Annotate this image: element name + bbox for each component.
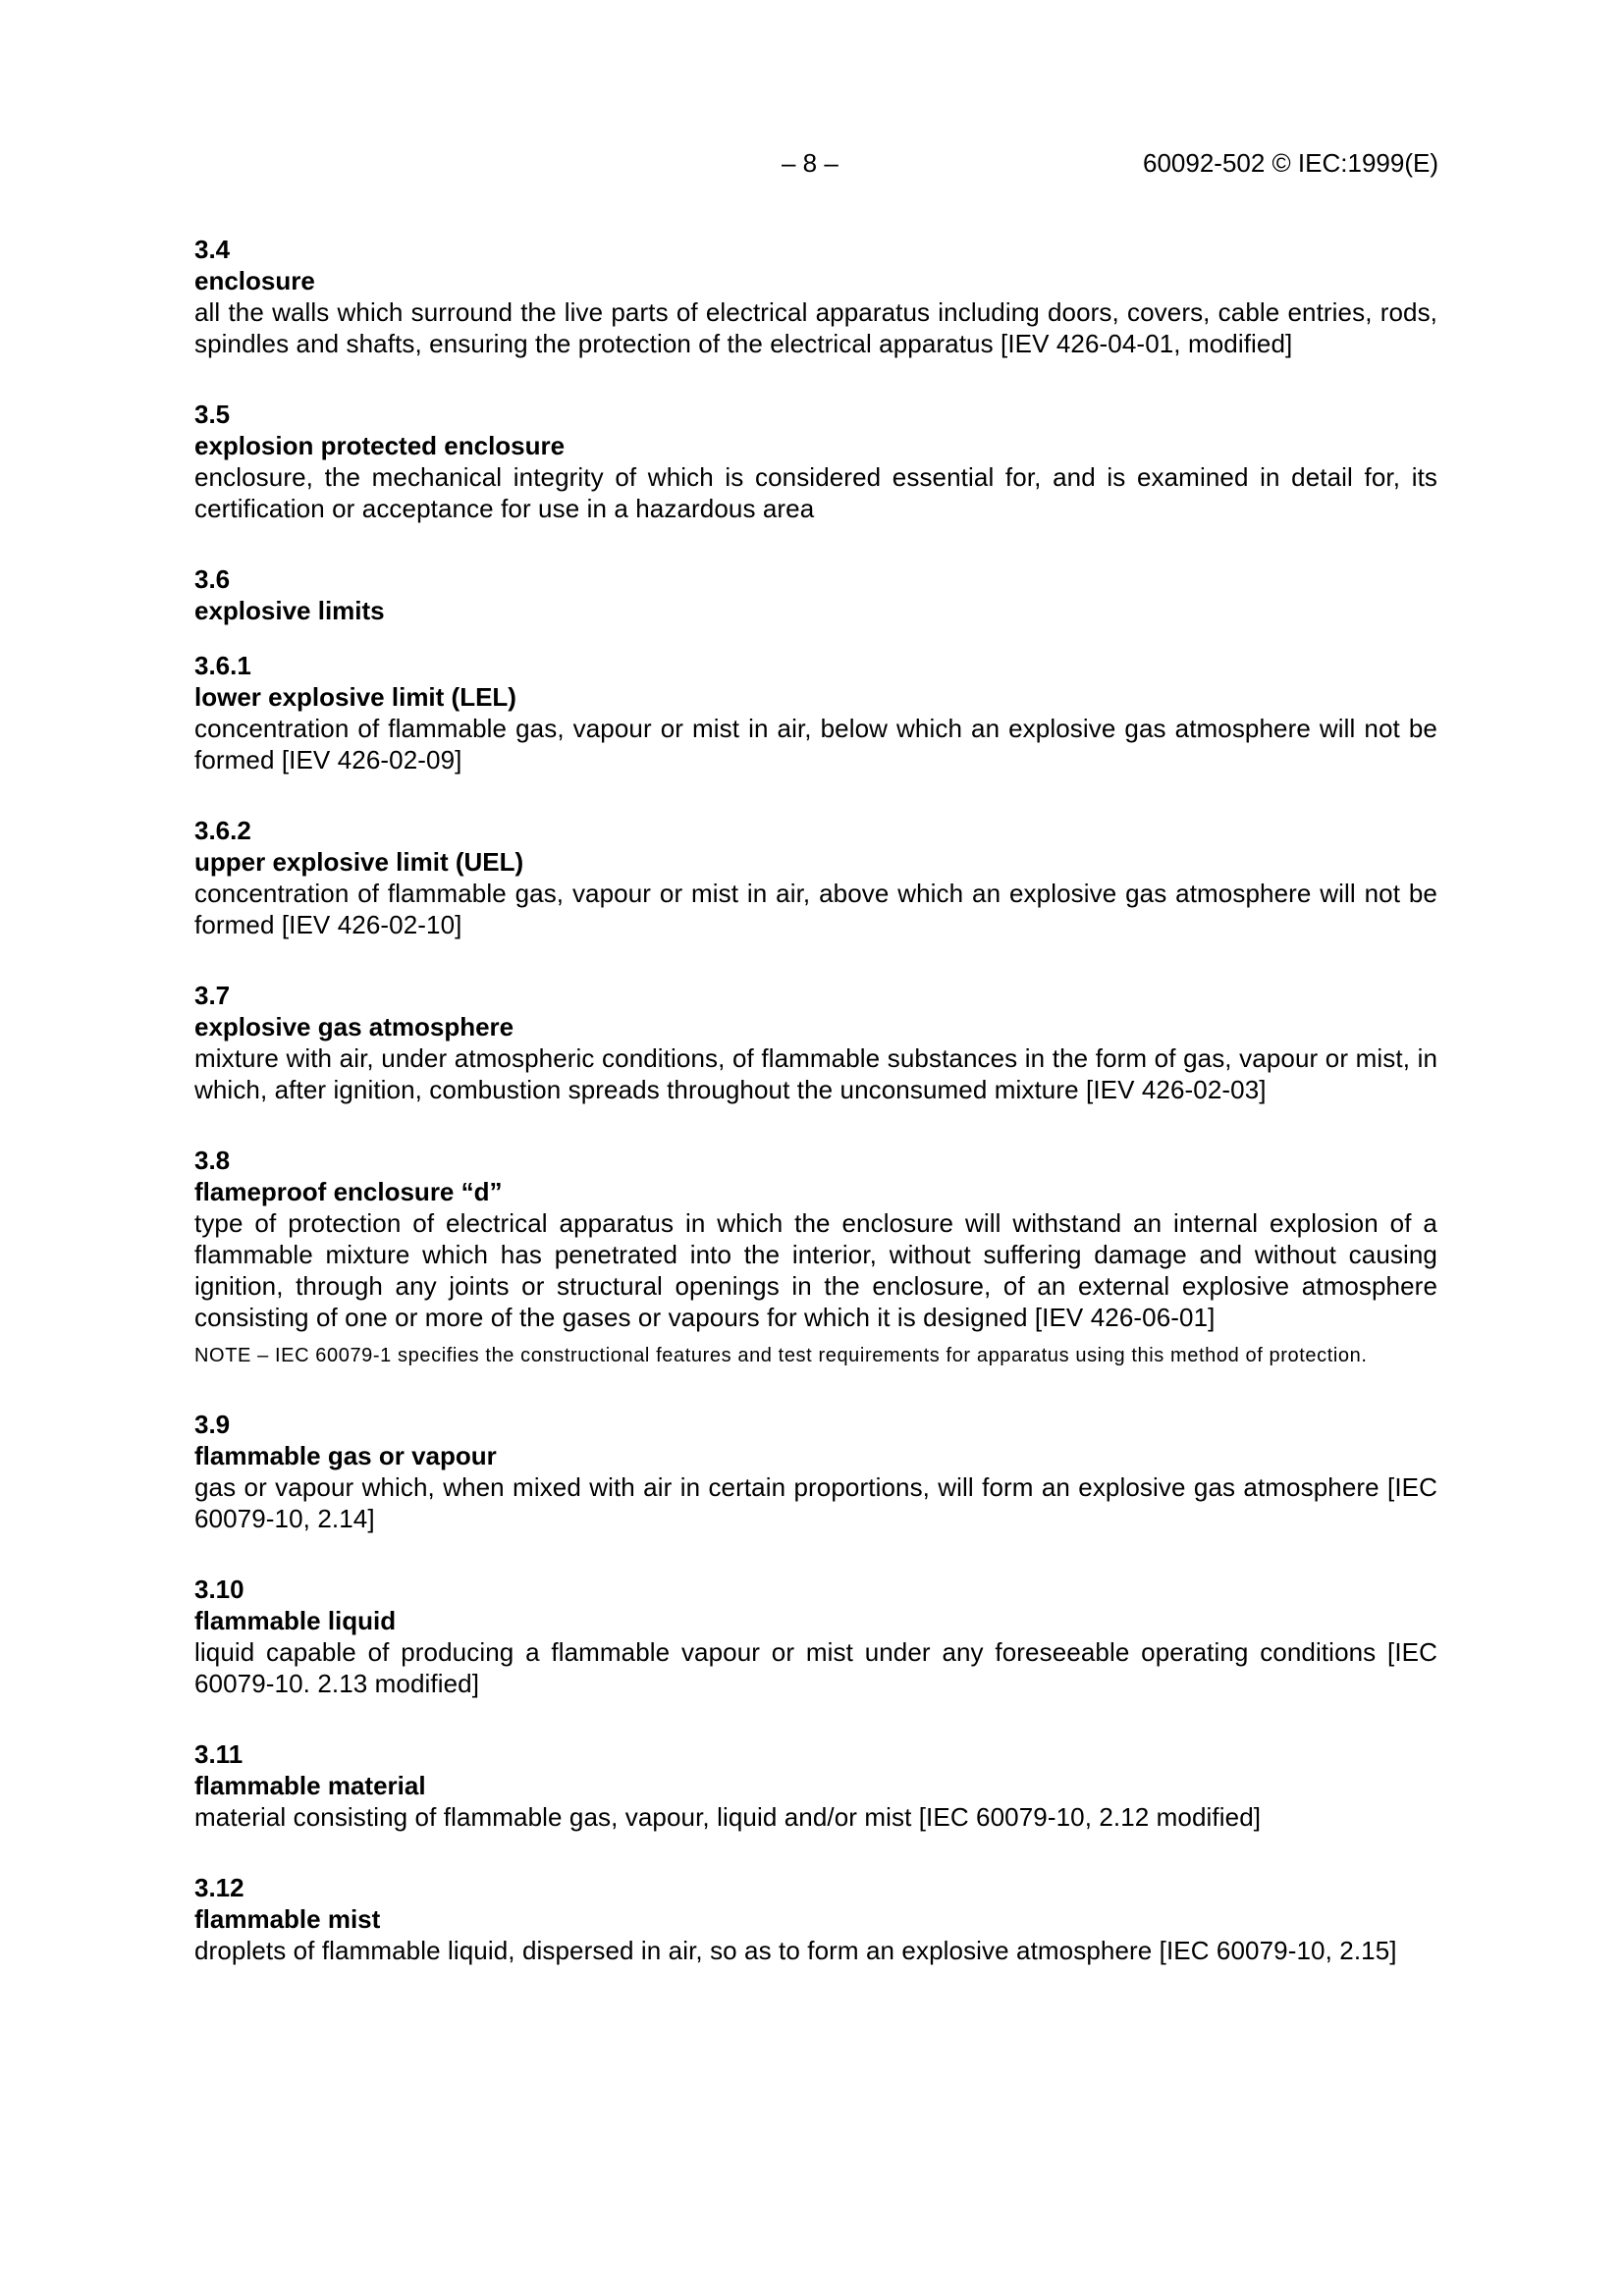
term-definition: liquid capable of producing a flammable vapour or mist under any foreseeable operating conditions [IEC 60079-10. 2.13 modified] (194, 1637, 1437, 1698)
term-definition: material consisting of flammable gas, vapour, liquid and/or mist [IEC 60079-10, 2.12 modified] (194, 1802, 1262, 1832)
term-definition: type of protection of electrical apparatus in which the enclosure will withstand an internal explosion of a flammable mixture which has penetrated into the interior, without suffering damage and without causing ignition, through any joints or structural openings in the enclosure, of an external explosive atmosphere consisting of one or more of the gases or vapours for which it is designed [IEV 426-06-01] (194, 1208, 1437, 1332)
term-entry (194, 399, 1437, 524)
term-entry (194, 1872, 1437, 1966)
term-name: flammable material (194, 1771, 426, 1800)
term-number: 3.7 (194, 981, 231, 1010)
term-name: flammable gas or vapour (194, 1441, 497, 1470)
term-entry (194, 1145, 1437, 1369)
term-number: 3.10 (194, 1575, 244, 1604)
term-number: 3.8 (194, 1146, 231, 1175)
term-name: flammable mist (194, 1904, 381, 1934)
term-entry (194, 563, 1437, 626)
term-number: 3.12 (194, 1873, 244, 1902)
term-name: flammable liquid (194, 1606, 397, 1635)
term-definition: enclosure, the mechanical integrity of which is considered essential for, and is examined in detail for, its certification or acceptance for use in a hazardous area (194, 462, 1437, 523)
term-number: 3.4 (194, 235, 231, 264)
term-entry (194, 1738, 1437, 1833)
term-entry (194, 1409, 1437, 1534)
term-number: 3.6.2 (194, 816, 251, 845)
term-definition: mixture with air, under atmospheric conditions, of flammable substances in the form of gas, vapour or mist, in which, after ignition, combustion spreads throughout the unconsumed mixture [IEV 426-02-03] (194, 1043, 1437, 1104)
term-definition: all the walls which surround the live parts of electrical apparatus including doors, covers, cable entries, rods, spindles and shafts, ensuring the protection of the electrical apparatus [IEV 426-04-01, modified] (194, 297, 1437, 358)
term-number: 3.11 (194, 1739, 243, 1769)
term-name: enclosure (194, 266, 315, 295)
term-number: 3.9 (194, 1410, 231, 1439)
term-entry (194, 980, 1437, 1105)
term-entry (194, 1574, 1437, 1699)
page-number: – 8 – (782, 148, 839, 178)
term-entry (194, 815, 1437, 940)
term-name: explosion protected enclosure (194, 431, 566, 460)
term-definition: gas or vapour which, when mixed with air in certain proportions, will form an explosive gas atmosphere [IEC 60079-10, 2.14] (194, 1472, 1437, 1533)
term-name: lower explosive limit (LEL) (194, 682, 516, 712)
term-name: upper explosive limit (UEL) (194, 847, 524, 877)
term-number: 3.6.1 (194, 651, 251, 680)
document-reference: 60092-502 © IEC:1999(E) (1142, 148, 1438, 178)
term-definition: concentration of flammable gas, vapour or mist in air, below which an explosive gas atmosphere will not be formed [IEV 426-02-09] (194, 714, 1437, 774)
term-name: explosive gas atmosphere (194, 1012, 514, 1041)
term-entry (194, 650, 1437, 775)
term-name: explosive limits (194, 596, 385, 625)
terms-list (194, 234, 1437, 2005)
term-definition: concentration of flammable gas, vapour or mist in air, above which an explosive gas atmosphere will not be formed [IEV 426-02-10] (194, 879, 1437, 939)
term-entry (194, 234, 1437, 359)
term-name: flameproof enclosure “d” (194, 1177, 503, 1206)
term-number: 3.6 (194, 564, 231, 594)
term-definition: droplets of flammable liquid, dispersed in air, so as to form an explosive atmosphere [IEC 60079-10, 2.15] (194, 1936, 1397, 1965)
term-note: NOTE – IEC 60079-1 specifies the constructional features and test requirements for apparatus using this method of protection. (194, 1345, 1368, 1366)
term-number: 3.5 (194, 400, 231, 429)
